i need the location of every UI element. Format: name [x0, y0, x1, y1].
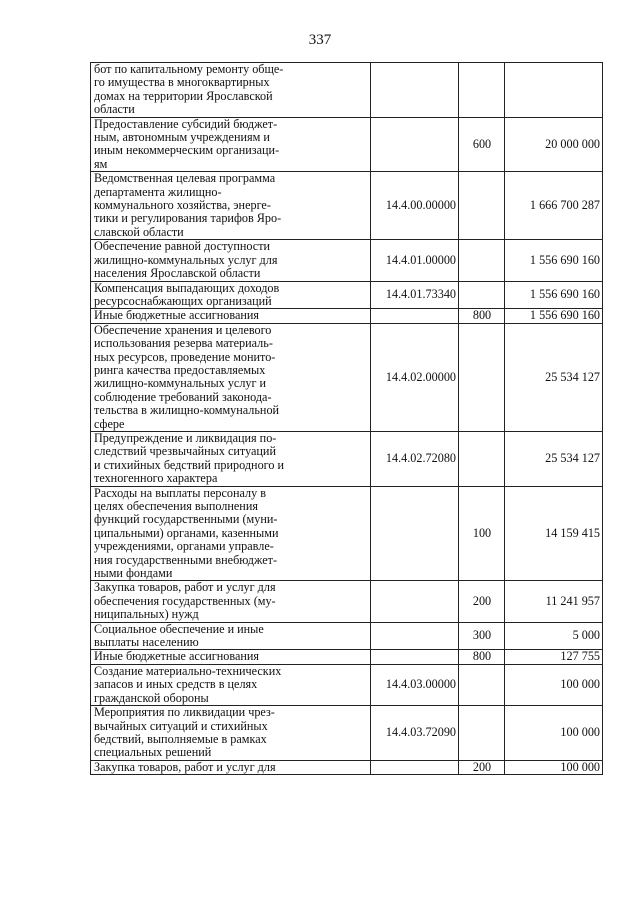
target-article-cell — [371, 581, 459, 622]
item-name-cell: Расходы на выплаты персоналу в целях обеспечения выполнения функций государственными (муни- ципальными) органами, казенными учреждениями, органами управле- ния государственными внебюджет- ными фондами — [91, 486, 371, 581]
table-row — [91, 240, 603, 281]
expense-type-cell: 200 — [459, 581, 505, 622]
expense-type-cell — [459, 664, 505, 705]
target-article-cell: 14.4.02.72080 — [371, 431, 459, 486]
table-row — [91, 431, 603, 486]
item-name-cell: Ведомственная целевая программа департамента жилищно- коммунального хозяйства, энерге- тики и регулирования тарифов Яро- славской области — [91, 172, 371, 240]
expense-type-cell — [459, 63, 505, 118]
table-row — [91, 117, 603, 172]
amount-cell — [505, 63, 603, 118]
page-number: 337 — [308, 32, 332, 48]
target-article-cell: 14.4.03.72090 — [371, 706, 459, 761]
expense-type-cell: 100 — [459, 486, 505, 581]
target-article-cell: 14.4.03.00000 — [371, 664, 459, 705]
amount-cell: 100 000 — [505, 760, 603, 774]
table-row — [91, 323, 603, 431]
target-article-cell: 14.4.02.00000 — [371, 323, 459, 431]
amount-cell: 100 000 — [505, 664, 603, 705]
item-name-cell: бот по капитальному ремонту обще- го имущества в многоквартирных домах на территории Ярославской области — [91, 63, 371, 118]
target-article-cell — [371, 486, 459, 581]
expense-type-cell: 300 — [459, 622, 505, 650]
table-row — [91, 650, 603, 664]
expense-type-cell: 800 — [459, 309, 505, 323]
expense-type-cell — [459, 240, 505, 281]
table-row — [91, 309, 603, 323]
amount-cell: 25 534 127 — [505, 431, 603, 486]
item-name-cell: Обеспечение равной доступности жилищно-коммунальных услуг для населения Ярославской области — [91, 240, 371, 281]
item-name-cell: Закупка товаров, работ и услуг для обеспечения государственных (му- ниципальных) нужд — [91, 581, 371, 622]
item-name-cell: Обеспечение хранения и целевого использования резерва материаль- ных ресурсов, проведение монито- ринга качества предоставляемых жилищно-коммунальных услуг и соблюдение требований законода- тельства в жилищно-коммунальной сфере — [91, 323, 371, 431]
item-name-cell: Предоставление субсидий бюджет- ным, автономным учреждениям и иным некоммерческим организаци- ям — [91, 117, 371, 172]
table-row — [91, 486, 603, 581]
table-row — [91, 63, 603, 118]
amount-cell: 11 241 957 — [505, 581, 603, 622]
item-name-cell: Социальное обеспечение и иные выплаты населению — [91, 622, 371, 650]
target-article-cell: 14.4.01.73340 — [371, 281, 459, 309]
table-row — [91, 706, 603, 761]
item-name-cell: Иные бюджетные ассигнования — [91, 650, 371, 664]
amount-cell: 25 534 127 — [505, 323, 603, 431]
target-article-cell — [371, 760, 459, 774]
expense-type-cell — [459, 431, 505, 486]
expense-type-cell: 600 — [459, 117, 505, 172]
table-row — [91, 172, 603, 240]
target-article-cell: 14.4.00.00000 — [371, 172, 459, 240]
target-article-cell — [371, 309, 459, 323]
amount-cell: 100 000 — [505, 706, 603, 761]
expense-type-cell — [459, 323, 505, 431]
item-name-cell: Мероприятия по ликвидации чрез- вычайных ситуаций и стихийных бедствий, выполняемые в рамках специальных решений — [91, 706, 371, 761]
expense-type-cell: 800 — [459, 650, 505, 664]
amount-cell: 1 556 690 160 — [505, 240, 603, 281]
table-row — [91, 622, 603, 650]
item-name-cell: Закупка товаров, работ и услуг для — [91, 760, 371, 774]
table-row — [91, 760, 603, 774]
table-row — [91, 281, 603, 309]
item-name-cell: Компенсация выпадающих доходов ресурсоснабжающих организаций — [91, 281, 371, 309]
amount-cell: 20 000 000 — [505, 117, 603, 172]
budget-table — [90, 62, 603, 775]
expense-type-cell — [459, 281, 505, 309]
budget-table-body — [91, 63, 603, 775]
expense-type-cell: 200 — [459, 760, 505, 774]
target-article-cell — [371, 622, 459, 650]
item-name-cell: Предупреждение и ликвидация по- следствий чрезвычайных ситуаций и стихийных бедствий природного и техногенного характера — [91, 431, 371, 486]
item-name-cell: Создание материально-технических запасов и иных средств в целях гражданской обороны — [91, 664, 371, 705]
expense-type-cell — [459, 706, 505, 761]
target-article-cell — [371, 63, 459, 118]
amount-cell: 1 556 690 160 — [505, 281, 603, 309]
target-article-cell — [371, 650, 459, 664]
target-article-cell: 14.4.01.00000 — [371, 240, 459, 281]
amount-cell: 1 556 690 160 — [505, 309, 603, 323]
table-row — [91, 664, 603, 705]
table-row — [91, 581, 603, 622]
amount-cell: 5 000 — [505, 622, 603, 650]
amount-cell: 14 159 415 — [505, 486, 603, 581]
amount-cell: 127 755 — [505, 650, 603, 664]
amount-cell: 1 666 700 287 — [505, 172, 603, 240]
expense-type-cell — [459, 172, 505, 240]
item-name-cell: Иные бюджетные ассигнования — [91, 309, 371, 323]
target-article-cell — [371, 117, 459, 172]
